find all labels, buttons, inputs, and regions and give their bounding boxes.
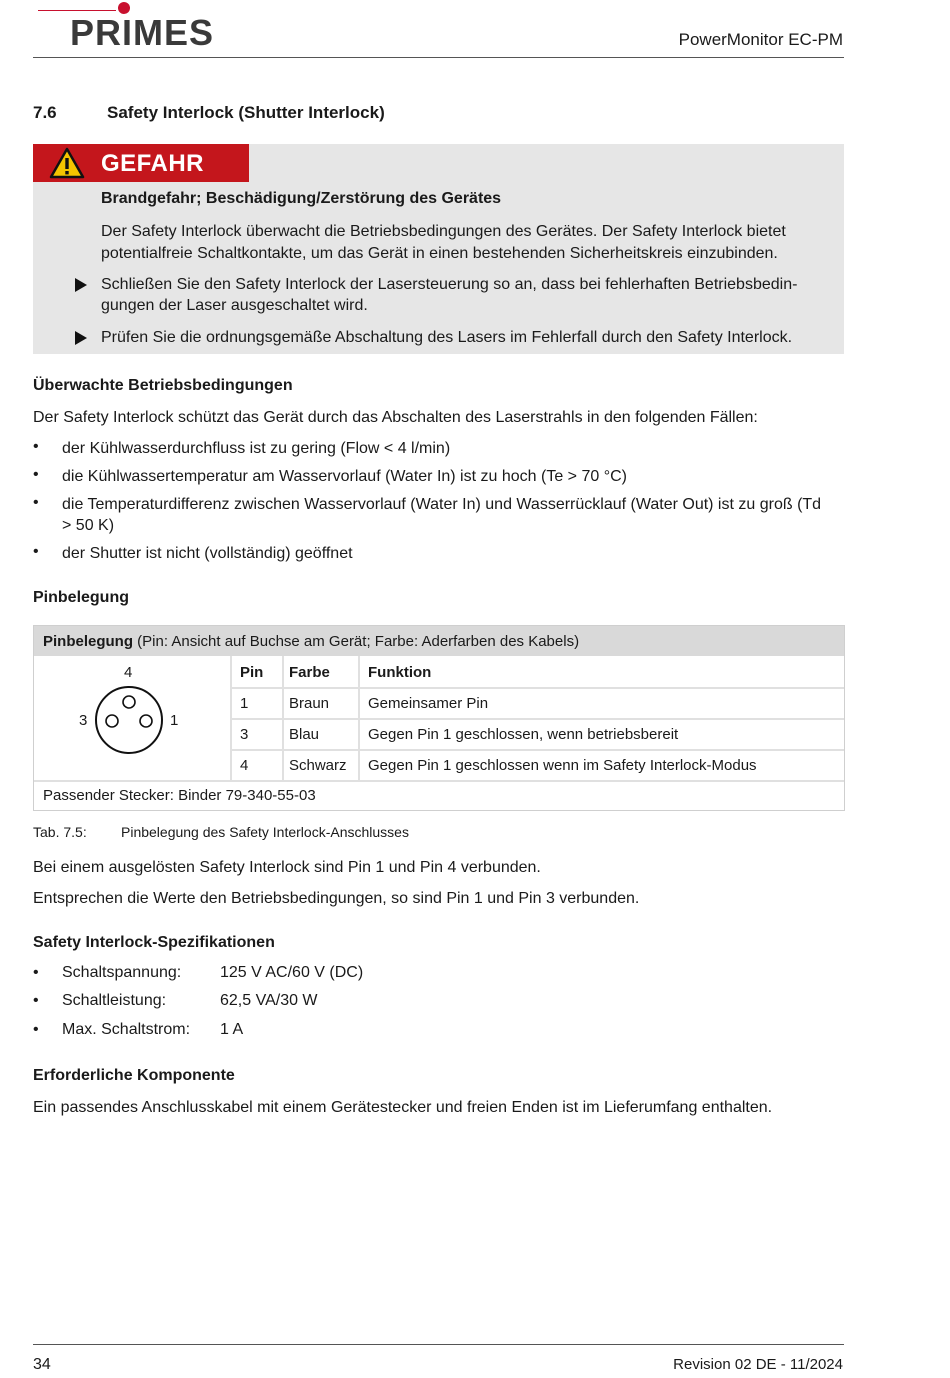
list-item: die Kühlwassertemperatur am Wasservorlauf (Water In) ist zu hoch (Te > 70 °C)	[62, 468, 627, 485]
bullet-icon: •	[33, 992, 39, 1009]
column-header-function: Funktion	[368, 664, 432, 681]
spec-value: 125 V AC/60 V (DC)	[220, 964, 364, 981]
section-number: 7.6	[33, 103, 57, 122]
table-cell: Braun	[289, 695, 330, 712]
table-divider	[34, 780, 844, 782]
document-title: PowerMonitor EC-PM	[678, 30, 843, 49]
table-cell: Blau	[289, 726, 320, 743]
danger-subtitle: Brandgefahr; Beschädigung/Zerstörung des Gerätes	[101, 190, 502, 207]
spec-value: 62,5 VA/30 W	[220, 992, 318, 1009]
danger-banner	[33, 144, 249, 182]
page-number: 34	[33, 1356, 51, 1373]
connector-pin-diagram	[74, 680, 184, 760]
list-item: die Temperaturdifferenz zwischen Wasservorlauf (Water In) und Wasserrücklauf (Water Out) ist zu groß (Td > 50 K)	[62, 496, 822, 534]
list-item: der Kühlwasserdurchfluss ist zu gering (Flow < 4 l/min)	[62, 440, 451, 457]
bullet-icon: •	[33, 1021, 39, 1038]
table-title: Pinbelegung (Pin: Ansicht auf Buchse am Gerät; Farbe: Aderfarben des Kabels)	[43, 633, 580, 650]
bullet-icon: •	[33, 438, 39, 455]
bullet-icon: •	[33, 543, 39, 560]
danger-description: Der Safety Interlock überwacht die Betriebsbedingungen des Gerätes. Der Safety Interlock bietet potentialfreie Schaltkontakte, um das Gerät in einen bestehenden Sicherheitskreis einzubinden.	[101, 223, 786, 262]
warning-triangle-icon	[49, 147, 85, 179]
table-title-row	[34, 626, 844, 656]
table-cell: Gegen Pin 1 geschlossen, wenn betriebsbereit	[368, 726, 679, 743]
table-caption: Pinbelegung des Safety Interlock-Anschlusses	[121, 824, 409, 840]
logo-accent-line	[38, 10, 116, 11]
spec-label: Schaltspannung:	[62, 964, 182, 981]
components-heading: Erforderliche Komponente	[33, 1067, 235, 1084]
bullet-icon: •	[33, 964, 39, 981]
pin-label-right: 1	[170, 712, 179, 729]
header-divider	[33, 57, 844, 58]
table-divider	[230, 749, 844, 751]
spec-label: Schaltleistung:	[62, 992, 167, 1009]
step-arrow-icon	[75, 278, 87, 292]
monitored-intro: Der Safety Interlock schützt das Gerät durch das Abschalten des Laserstrahls in den folgenden Fällen:	[33, 409, 758, 426]
components-text: Ein passendes Anschlusskabel mit einem Gerätestecker und freien Enden ist im Lieferumfang enthalten.	[33, 1099, 773, 1116]
table-divider	[230, 687, 844, 689]
bullet-icon: •	[33, 494, 39, 511]
table-cell: Gegen Pin 1 geschlossen wenn im Safety Interlock-Modus	[368, 757, 757, 774]
table-caption-number: Tab. 7.5:	[33, 824, 87, 840]
spec-value: 1 A	[220, 1021, 244, 1038]
step-arrow-icon	[75, 331, 87, 345]
table-cell: Schwarz	[289, 757, 347, 774]
list-item: der Shutter ist nicht (vollständig) geöffnet	[62, 545, 353, 562]
footer-divider	[33, 1344, 844, 1345]
pinout-table	[33, 625, 845, 811]
section-title: Safety Interlock (Shutter Interlock)	[107, 103, 385, 122]
table-cell: Gemeinsamer Pin	[368, 695, 489, 712]
pin-label-top: 4	[124, 664, 133, 681]
column-header-color: Farbe	[289, 664, 330, 681]
danger-step: Prüfen Sie die ordnungsgemäße Abschaltung des Lasers im Fehlerfall durch den Safety Interlock.	[101, 329, 793, 346]
table-divider	[230, 718, 844, 720]
pin-note: Entsprechen die Werte den Betriebsbedingungen, so sind Pin 1 und Pin 3 verbunden.	[33, 890, 640, 907]
company-logo: PRIMES	[70, 12, 215, 53]
pin-note: Bei einem ausgelösten Safety Interlock sind Pin 1 und Pin 4 verbunden.	[33, 859, 541, 876]
table-cell: 4	[240, 757, 249, 774]
spec-label: Max. Schaltstrom:	[62, 1021, 191, 1038]
table-cell: 3	[240, 726, 249, 743]
column-header-pin: Pin	[240, 664, 264, 681]
danger-notice	[33, 144, 844, 354]
pinout-heading: Pinbelegung	[33, 589, 129, 606]
revision-label: Revision 02 DE - 11/2024	[673, 1356, 843, 1373]
danger-step: Schließen Sie den Safety Interlock der Lasersteuerung so an, dass bei fehlerhaften Betriebsbedin-gungen der Laser ausgeschaltet wird.	[101, 276, 798, 314]
danger-label: GEFAHR	[101, 150, 205, 177]
pin-label-left: 3	[79, 712, 88, 729]
monitored-heading: Überwachte Betriebsbedingungen	[33, 377, 293, 394]
table-footer: Passender Stecker: Binder 79-340-55-03	[43, 787, 316, 804]
specs-heading: Safety Interlock-Spezifikationen	[33, 934, 275, 951]
table-cell: 1	[240, 695, 249, 712]
bullet-icon: •	[33, 466, 39, 483]
